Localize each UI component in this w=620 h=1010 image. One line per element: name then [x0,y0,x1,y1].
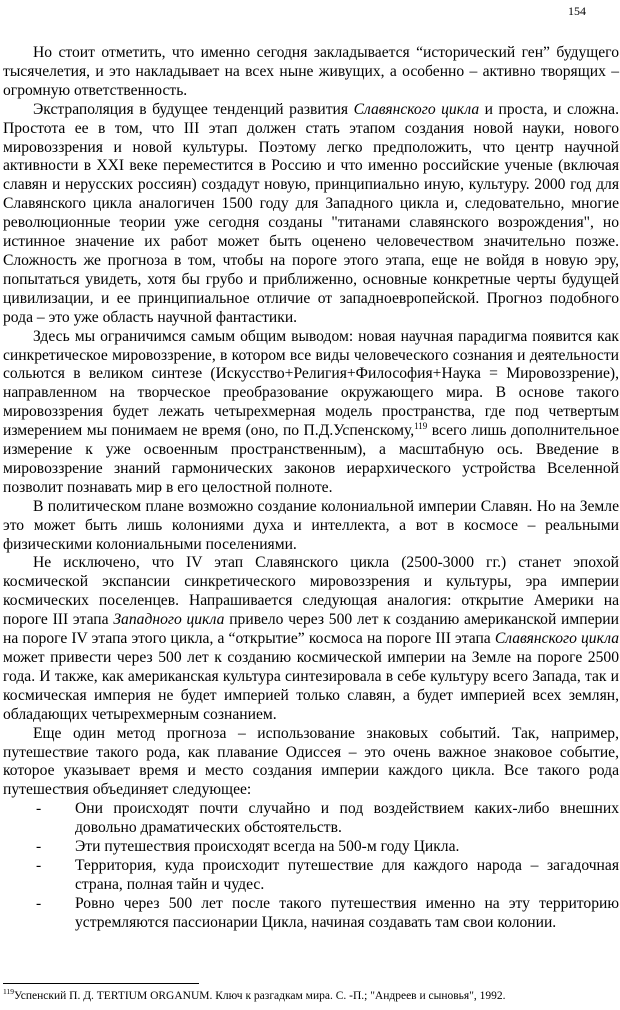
paragraph: Экстраполяция в будущее тенденций развития Славянского цикла и проста, и сложна. Простота ее в том, что III этап должен стать этапом создания новой науки, нового мировоззрения и новой культуры. Поэтому легко предположить, что центр научной активности в XXI веке переместится в Россию и что именно российские ученые (включая славян и нерусских россиян) создадут новую, принципиально иную, культуру. 2000 год для Славянского цикла аналогичен 1500 году для Западного цикла и, следовательно, многие революционные теории уже сегодня созданы "титанами славянского возрождения", но истинное значение их работ может быть оценено человечеством значительно позже. Сложность же прогноза в том, чтобы на пороге этого этапа, еще не войдя в новую эру, попытаться увидеть, хотя бы грубо и приближенно, основные конкретные черты будущей цивилизации, и ее принципиальное отличие от западноевропейской. Прогноз подобного рода – это уже область научной фантастики. [3,100,619,326]
italic-term: Славянского цикла [494,630,619,648]
footnote [3,987,506,1002]
paragraph: Но стоит отметить, что именно сегодня закладывается “исторический ген” будущего тысячелетия, и это накладывает на всех ныне живущих, а особенно – активно творящих – огромную ответственность. [3,44,619,99]
list-item [3,895,619,933]
paragraph: Здесь мы ограничимся самым общим выводом: новая научная парадигма появится как синкретическое мировоззрение, в котором все виды человеческого сознания и деятельности сольются в великом синтезе (Искусство+Религия+Философия+Наука = Мировоззрение), направленном на творческое преобразование окружающего мира. В основе такого мировоззрения будет лежать четырехмерная модель пространства, где под четвертым измерением мы понимаем не время (оно, по П.Д.Успенскому,$^{119}$ всего лишь дополнительное измерение к уже освоенным пространственным), а масштабную ось. Введение в мировоззрение знаний гармонических законов иерархического устройства Вселенной позволит познавать мир в его целостной полноте. [3,327,619,496]
list-item-text: Ровно через 500 лет после такого путешествия именно на эту территорию устремляются пассионарии Цикла, начиная создавать там свои колонии. [75,894,619,931]
footnote-separator [3,983,199,984]
footnote-text: Успенский П. Д. TERTIUM ORGANUM. Ключ к разгадкам мира. С. -П.; "Андреев и сыновья", 1992. [13,990,506,1002]
paragraph: Не исключено, что IV этап Славянского цикла (2500-3000 гг.) станет эпохой космической экспансии синкретического мировоззрения и культуры, эра империи космических поселенцев. Напрашивается следующая аналогия: открытие Америки на пороге III этапа Западного цикла привело через 500 лет к созданию американской империи на пороге IV этапа этого цикла, а “открытие” космоса на пороге III этапа Славянского цикла может привести через 500 лет к созданию космической империи на Земле на пороге 2500 года. И также, как американская культура синтезировала в себе культуру всего Запада, так и космическая империя не будет империей только славян, а будет империей всех землян, обладающих четырехмерным сознанием. [3,554,619,723]
list-marker: - [36,856,42,874]
list-marker: - [36,838,42,856]
list-item-text: Эти путешествия происходят всегда на 500-м году Цикла. [75,838,460,856]
list-item [3,857,619,895]
list-marker: - [36,800,42,818]
list-item-text: Территория, куда происходит путешествие для каждого народа – загадочная страна, полная тайн и чудес. [75,856,619,893]
italic-term: Западного цикла [113,611,225,629]
footnote-reference: 119 [414,420,428,431]
list-marker: - [36,894,42,912]
paragraph: В политическом плане возможно создание колониальной империи Славян. Но на Земле это может быть лишь колониями духа и интеллекта, а вот в космосе – реальными физическими колониальными поселениями. [3,497,619,553]
italic-term: Славянского цикла [353,100,480,118]
list-item-text: Они происходят почти случайно и под воздействием каких-либо внешних довольно драматических обстоятельств. [75,800,619,837]
paragraph: Еще один метод прогноза – использование знаковых событий. Так, например, путешествие такого рода, как плавание Одиссея – это очень важное знаковое событие, которое указывает время и место создания империи каждого цикла. Все такого рода путешествия объединяет следующее: [3,724,619,799]
bullet-list [3,800,619,932]
body-text [3,44,619,933]
page-number: 154 [568,4,586,18]
list-item [3,838,619,857]
footnote-number: 119 [3,987,14,997]
list-item [3,800,619,838]
